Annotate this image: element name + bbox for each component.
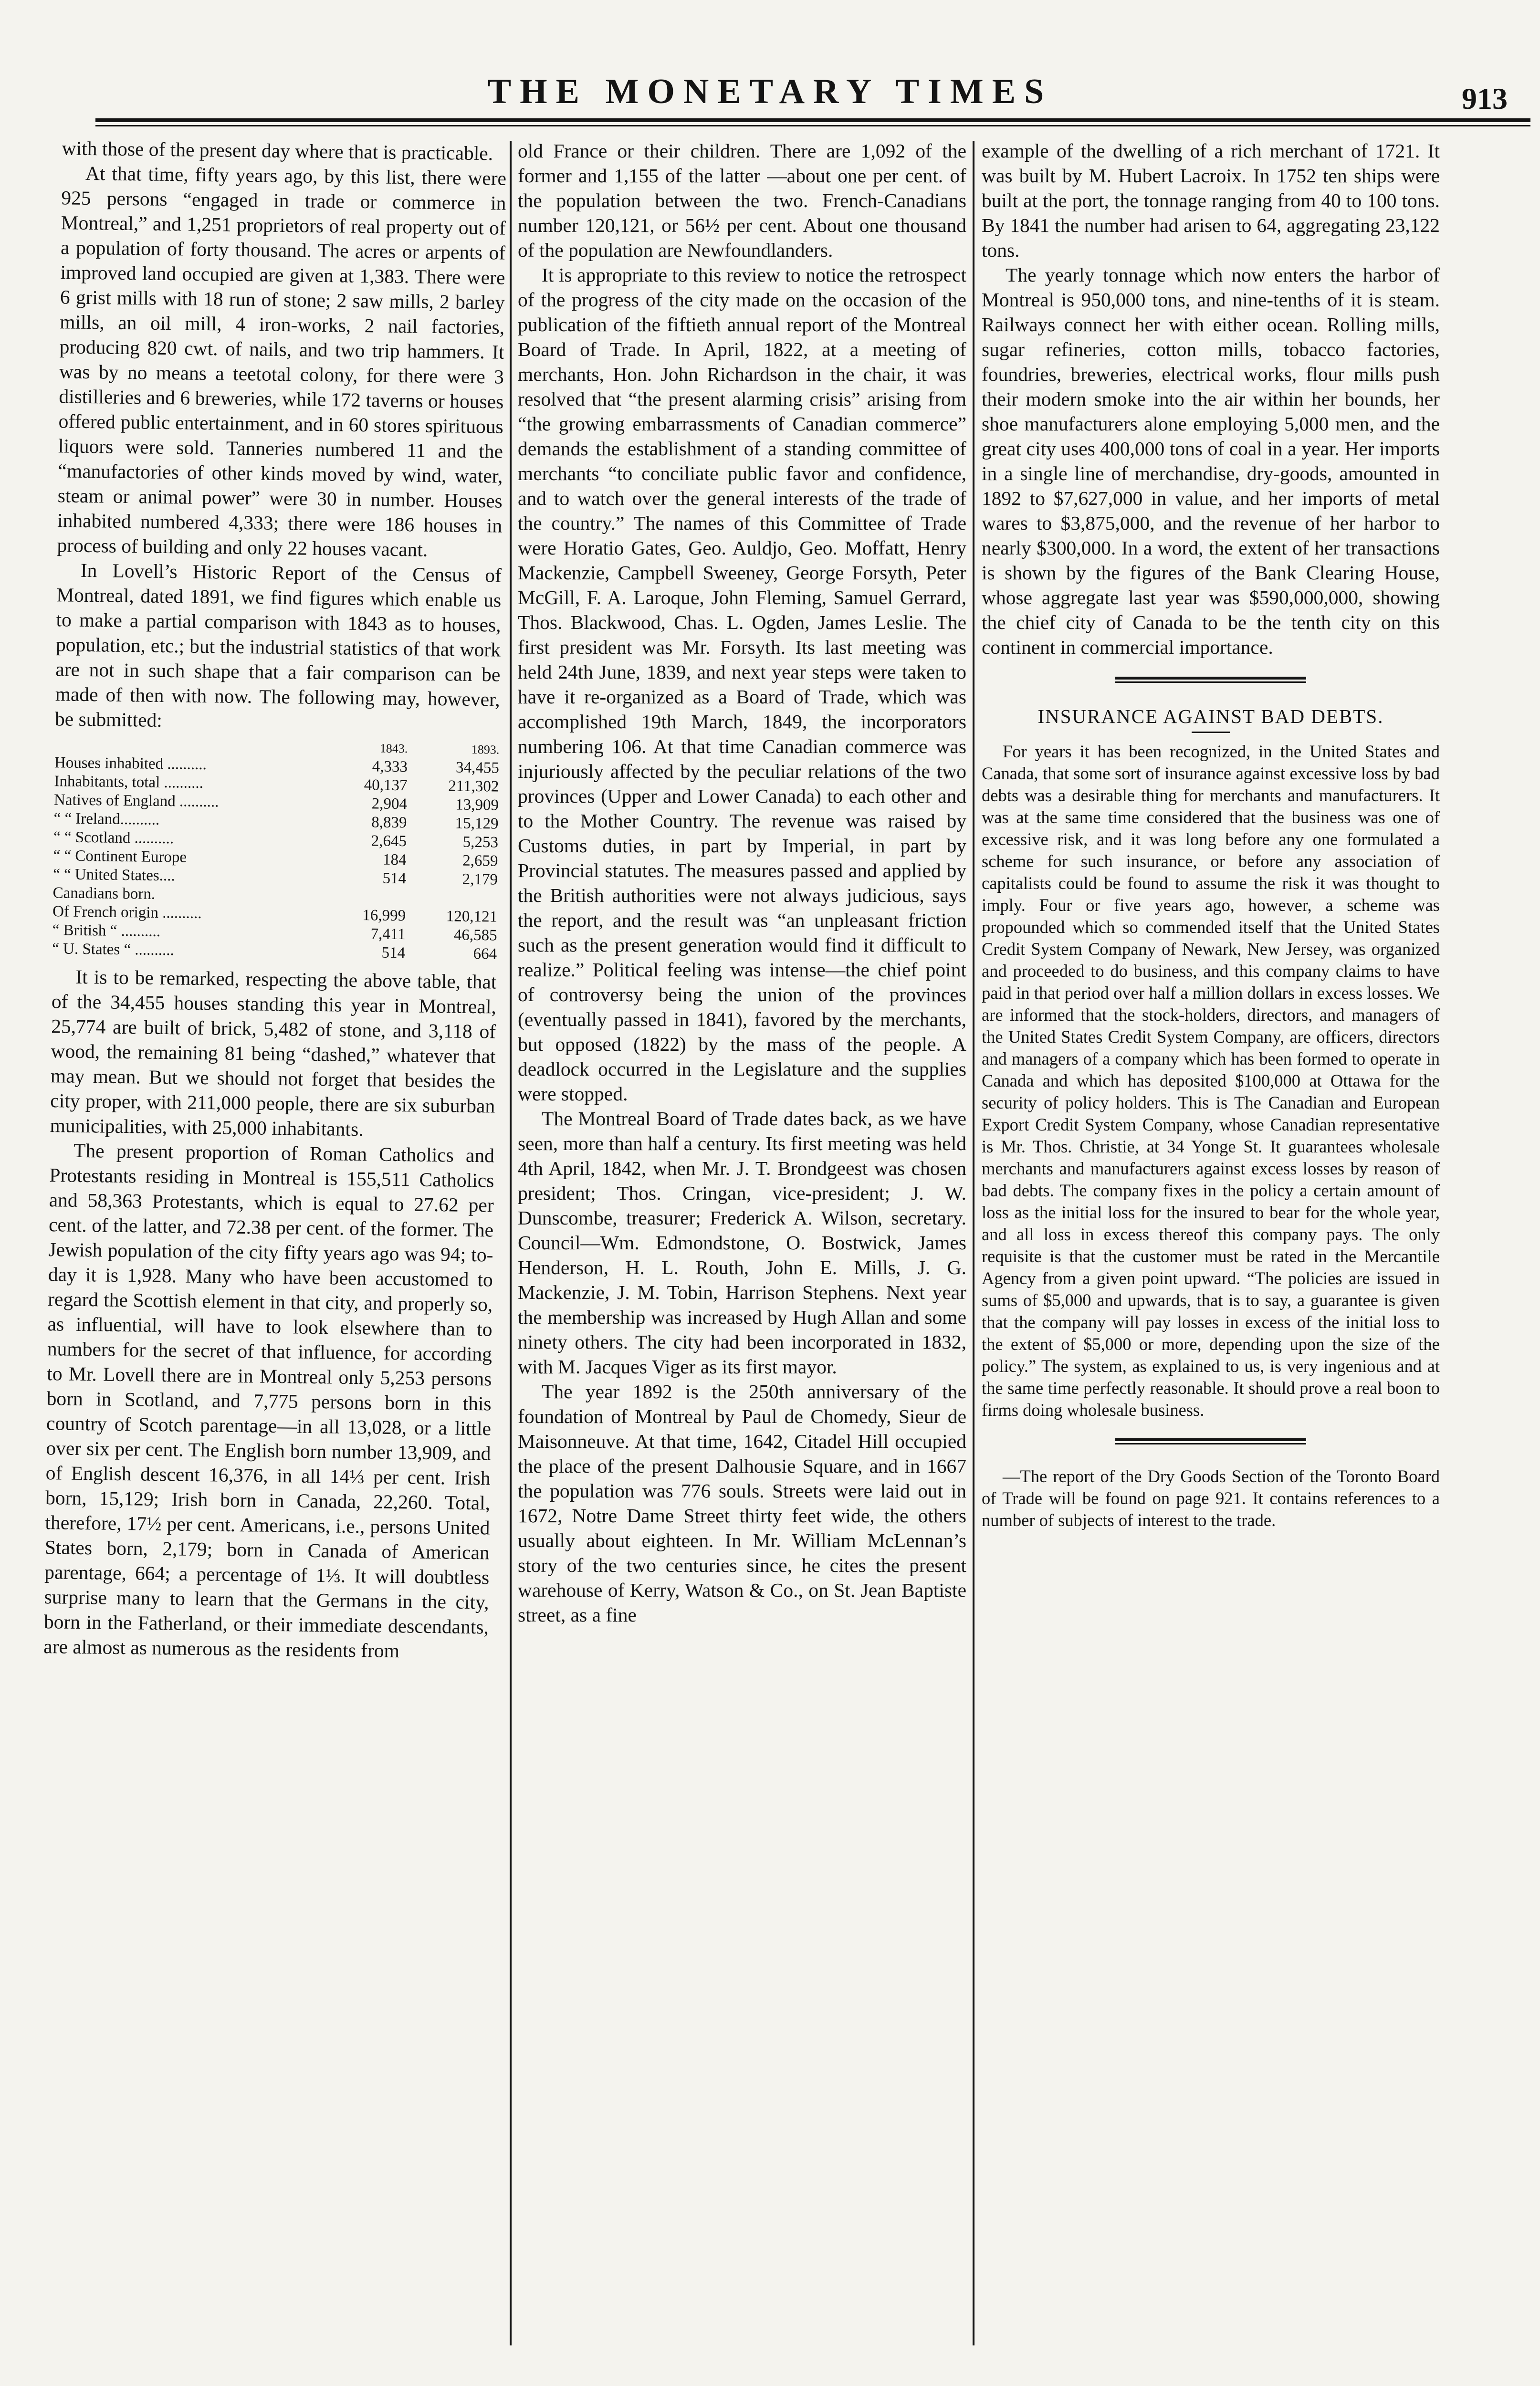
paragraph: old France or their children. There are 1,092 of the former and 1,155 of the latter —about one per cent. of the population between the two. French-Canadians number 120,121, or 56½ per cent. About one thousand of the population are Newfoundlanders. <box>518 140 966 261</box>
value-1893: 664 <box>473 945 497 963</box>
column-3 <box>982 138 1440 2343</box>
value-1843: 2,904 <box>371 795 408 813</box>
column-1 <box>35 136 507 2345</box>
census-comparison-table <box>52 735 500 963</box>
value-1893: 211,302 <box>448 777 499 795</box>
value-1843: 514 <box>381 944 406 962</box>
value-1893: 2,179 <box>462 870 498 889</box>
paragraph: The present proportion of Roman Catholics and Protestants residing in Montreal is 155,511 Catholics and 58,363 Protestants, which is equal to 27.62 per cent. of the latter, and 72.38 per cent. of the former. The Jewish population of the city fifty years ago was 94; to-day it is 1,928. Many who have been accustomed to regard the Scottish element in that city, and properly so, as influential, will have to look elsewhere than to numbers for the secret of that influence, for according to Mr. Lovell there are in Montreal only 5,253 persons born in Scotland, and 7,775 persons born in this country of Scotch parentage—in all 13,028, or a little over six per cent. The English born number 13,909, and of English descent 16,376, in all 14⅓ per cent. Irish born, 15,129; Irish born in Canada, 22,260. Total, therefore, 17½ per cent. Americans, i.e., persons United States born, 2,179; born in Canada of American parentage, 664; a percentage of 1⅓. It will doubtless surprise many to learn that the Germans in the city, born in the Fatherland, or their immediate descendants, are almost as numerous as the residents from <box>43 1139 495 1662</box>
column-divider-2 <box>973 141 974 2345</box>
news-note: —The report of the Dry Goods Section of the Toronto Board of Trade will be found on page 921. It contains references to a number of subjects of interest to the trade. <box>982 1466 1440 1530</box>
row-label: “ U. States “ .......... <box>52 940 175 959</box>
row-label: “ British “ .......... <box>52 921 161 940</box>
value-1893: 2,659 <box>462 852 498 870</box>
value-1843: 514 <box>382 869 407 888</box>
value-1893: 13,909 <box>455 796 499 814</box>
value-1843: 8,839 <box>371 814 407 832</box>
value-1843: 184 <box>382 851 407 869</box>
row-label: “ “ Ireland.......... <box>53 810 160 828</box>
section-separator-thin <box>1115 1443 1306 1444</box>
column-2 <box>518 138 966 2343</box>
header-rule-thin <box>95 125 1530 126</box>
row-label: “ “ Scotland .......... <box>53 828 174 848</box>
value-1843: 2,645 <box>371 832 407 850</box>
value-1843: 4,333 <box>372 758 408 776</box>
row-label: Natives of England .......... <box>53 791 219 811</box>
value-1893: 34,455 <box>455 759 500 777</box>
row-label: “ “ Continent Europe <box>53 847 187 866</box>
value-1893: 5,253 <box>462 833 499 851</box>
row-label: Inhabitants, total .......... <box>54 773 204 792</box>
value-1843 <box>327 887 406 907</box>
row-label: Of French origin .......... <box>52 903 202 922</box>
section-separator-thin <box>1115 681 1306 683</box>
masthead-title: THE MONETARY TIMES <box>487 72 1053 111</box>
section-heading: INSURANCE AGAINST BAD DEBTS. <box>1037 705 1384 727</box>
value-1893 <box>406 888 497 908</box>
value-1893: 46,585 <box>453 926 497 944</box>
paragraph: The Montreal Board of Trade dates back, as we have seen, more than half a century. Its first meeting was held 4th April, 1842, when Mr. J. T. Brondgeest was chosen president; Thos. Cringan, vice-president; J. W. Dunscombe, treasurer; Frederick A. Wilson, secretary. Council—Wm. Edmondstone, O. Bostwick, James Henderson, H. L. Routh, John E. Mills, J. G. Mackenzie, J. M. Tobin, Harrison Stephens. Next year the membership was increased by Hugh Allan and some ninety others. The city had been incorporated in 1832, with M. Jacques Viger as its first mayor. <box>518 1108 966 1378</box>
row-label: Canadians born. <box>52 884 156 903</box>
paragraph: It is to be remarked, respecting the above table, that of the 34,455 houses standing this year in Montreal, 25,774 are built of brick, 5,482 of stone, and 3,118 of wood, the remaining 81 being “dashed,” whatever that may mean. But we should not forget that besides the city proper, with 211,000 people, there are six suburban municipalities, with 25,000 inhabitants. <box>50 965 497 1141</box>
section-separator-thick <box>1115 1438 1306 1441</box>
row-label: “ “ United States.... <box>52 866 176 885</box>
paragraph: The year 1892 is the 250th anniversary of the foundation of Montreal by Paul de Chomedy, Sieur de Maisonneuve. At that time, 1642, Citadel Hill occupied the place of the present Dalhousie Square, and in 1667 the population was 776 souls. Streets were laid out in 1672, Notre Dame Street thirty feet wide, the others usually about eighteen. In Mr. William McLennan’s story of the two centuries since, he cites the present warehouse of Kerry, Watson & Co., on St. Jean Baptiste street, as a fine <box>518 1381 966 1626</box>
section-separator-thick <box>1115 677 1306 680</box>
value-1843: 40,137 <box>364 776 408 795</box>
paragraph: It is appropriate to this review to notice the retrospect of the progress of the city made on the occasion of the publication of the fiftieth annual report of the Montreal Board of Trade. In April, 1822, at a meeting of merchants, Hon. John Richardson in the chair, it was resolved that “the present alarming crisis” arising from “the growing embarrassments of Canadian commerce” demands the establishment of a standing committee of merchants “to conciliate public favor and confidence, and to watch over the general interests of the trade of the country.” The names of this Committee of Trade were Horatio Gates, Geo. Auldjo, Geo. Moffatt, Henry Mackenzie, Campbell Sweeney, George Forsyth, Peter McGill, F. A. Laroque, John Fleming, Samuel Gerrard, Thos. Blackwood, Chas. L. Ogden, James Leslie. The first president was Mr. Forsyth. Its last meeting was held 24th June, 1839, and next year steps were taken to have it re-organized as a Board of Trade, which was accomplished 19th March, 1849, the incorporators numbering 106. At that time Canadian commerce was injuriously affected by the peculiar relations of the two provinces (Upper and Lower Canada) to each other and to the Mother Country. The revenue was raised by Customs duties, in part by Imperial, in part by Provincial statutes. The measures passed and applied by the British authorities were not always judicious, says the report, and the result was “an unpleasant friction such as the present generation would find it difficult to realize.” Political feeling was intense—the chief point of controversy being the union of the provinces (eventually passed in 1841), favored by the merchants, but opposed (1822) by the mass of the people. A deadlock occurred in the Legislature and the supplies were stopped. <box>518 264 966 1105</box>
table-header-year: 1843. <box>379 741 408 756</box>
paragraph: example of the dwelling of a rich merchant of 1721. It was built by M. Hubert Lacroix. In 1752 ten ships were built at the port, the tonnage ranging from 40 to 100 tons. By 1841 the number had arisen to 64, aggregating 23,122 tons. <box>982 140 1440 261</box>
paragraph: with those of the present day where that is practicable. <box>62 137 493 165</box>
insurance-article <box>982 741 1440 1531</box>
page-number: 913 <box>1462 82 1508 115</box>
paragraph: In Lovell’s Historic Report of the Census of Montreal, dated 1891, we find figures which enable us to make a partial comparison with 1843 as to houses, population, etc.; but the industrial statistics of that work are not in such shape that a fair comparison can be made of then with now. The following may, however, be submitted: <box>54 559 502 731</box>
paragraph: At that time, fifty years ago, by this list, there were 925 persons “engaged in trade or commerce in Montreal,” and 1,251 proprietors of real property out of a population of forty thousand. The acres or arpents of improved land occupied are given at 1,383. There were 6 grist mills with 18 run of stone; 2 saw mills, 2 barley mills, an oil mill, 4 iron-works, 2 nail factories, producing 820 cwt. of nails, and two trip hammers. It was by no means a teetotal colony, for there were 3 distilleries and 6 breweries, while 172 taverns or houses offered public entertainment, and in 60 stores spirituous liquors were sold. Tanneries numbered 11 and the “manufactories of other kinds moved by wind, water, steam or animal power” were 30 in number. Houses inhabited numbered 4,333; there were 186 houses in process of building and only 22 houses vacant. <box>57 162 507 561</box>
column-divider-1 <box>510 141 512 2345</box>
header-rule-thick <box>95 118 1530 122</box>
value-1843: 16,999 <box>362 907 406 925</box>
table-header-year: 1893. <box>471 742 500 757</box>
value-1843: 7,411 <box>370 925 406 943</box>
value-1893: 120,121 <box>446 908 498 926</box>
paragraph: The yearly tonnage which now enters the harbor of Montreal is 950,000 tons, and nine-tenths of it is steam. Railways connect her with either ocean. Rolling mills, sugar refineries, cotton mills, tobacco factories, foundries, breweries, electrical works, flour mills push their modern smoke into the air within her bounds, her shoe manufacturers alone employing 5,000 men, and the great city uses 400,000 tons of coal in a year. Her imports in a single line of merchandise, dry-goods, amounted in 1892 to $7,627,000 in value, and her imports of metal wares to $3,875,000, and the revenue of her harbor to nearly $300,000. In a word, the extent of her transactions is shown by the figures of the Bank Clearing House, whose aggregate last year was $590,000,000, showing the chief city of Canada to be the tenth city on this continent in commercial importance. <box>982 264 1440 658</box>
row-label: Houses inhabited .......... <box>54 754 207 774</box>
paragraph: For years it has been recognized, in the United States and Canada, that some sort of insurance against excessive loss by bad debts was a desirable thing for merchants and manufacturers. It was at the same time considered that the business was one of excessive risk, and it was long before any one formulated a scheme for such insurance, or before any association of capitalists could be found to assume the risk it was thought to imply. Four or five years ago, however, a scheme was propounded which so commended itself that the United States Credit System Company of Newark, New Jersey, was organized and proceeded to do business, and this company claims to have paid in that period over half a million dollars in excess losses. We are informed that the stock-holders, directors, and managers of the United States Credit System Company, are officers, directors and managers of a company which has been formed to operate in Canada and which has deposited $100,000 at Ottawa for the security of policy holders. This is The Canadian and European Export Credit System Company, whose Canadian representative is Mr. Thos. Christie, at 34 Yonge St. It guarantees wholesale merchants and manufacturers against excess losses by reason of bad debts. The company fixes in the policy a certain amount of loss as the initial loss for the insured to bear for the whole year, and all loss in excess thereof this company pays. The only requisite is that the customer must be rated in the Mercantile Agency from a given point upward. “The policies are issued in sums of $5,000 and upwards, that is to say, a guarantee is given that the company will pay losses in excess of the initial loss to the extent of $5,000 or more, depending upon the size of the policy.” The system, as explained to us, is very ingenious and at the same time perfectly reasonable. It should prove a real boon to firms doing wholesale business. <box>982 742 1440 1420</box>
value-1893: 15,129 <box>455 815 499 833</box>
heading-underline <box>1192 732 1230 733</box>
